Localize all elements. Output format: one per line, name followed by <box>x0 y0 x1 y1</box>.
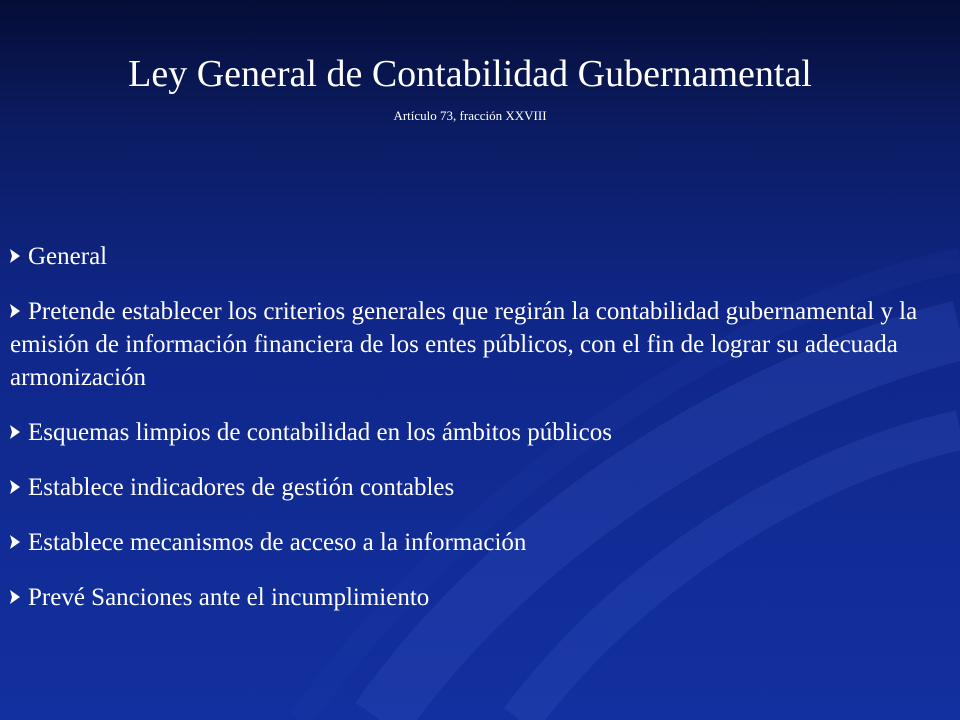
arrowhead-bullet-icon <box>10 535 20 549</box>
arrowhead-bullet-icon <box>10 249 20 263</box>
arrowhead-bullet-icon <box>10 425 20 439</box>
slide-title: Ley General de Contabilidad Gubernamental <box>128 53 812 95</box>
bullet-item <box>10 416 955 449</box>
bullet-text: Establece mecanismos de acceso a la información <box>28 529 527 556</box>
bullet-item <box>10 471 955 504</box>
bullet-item <box>10 240 955 273</box>
arrowhead-bullet-icon <box>10 480 20 494</box>
slide-subtitle: Artículo 73, fracción XXVIII <box>393 108 547 123</box>
bullet-text: General <box>28 243 108 270</box>
bullet-item <box>10 295 955 394</box>
bullet-text: Prevé Sanciones ante el incumplimiento <box>28 584 430 611</box>
bullet-text: Establece indicadores de gestión contables <box>28 474 455 501</box>
bullet-list <box>10 240 955 636</box>
bullet-item <box>10 526 955 559</box>
arrowhead-bullet-icon <box>10 304 20 318</box>
bullet-item <box>10 581 955 614</box>
bullet-text: Esquemas limpios de contabilidad en los ámbitos públicos <box>28 419 612 446</box>
bullet-text: Pretende establecer los criterios generales que regirán la contabilidad gubernamental y la emisión de información financiera de los entes públicos, con el fin de lograr su adecuada armonización <box>10 298 918 391</box>
arrowhead-bullet-icon <box>10 590 20 604</box>
